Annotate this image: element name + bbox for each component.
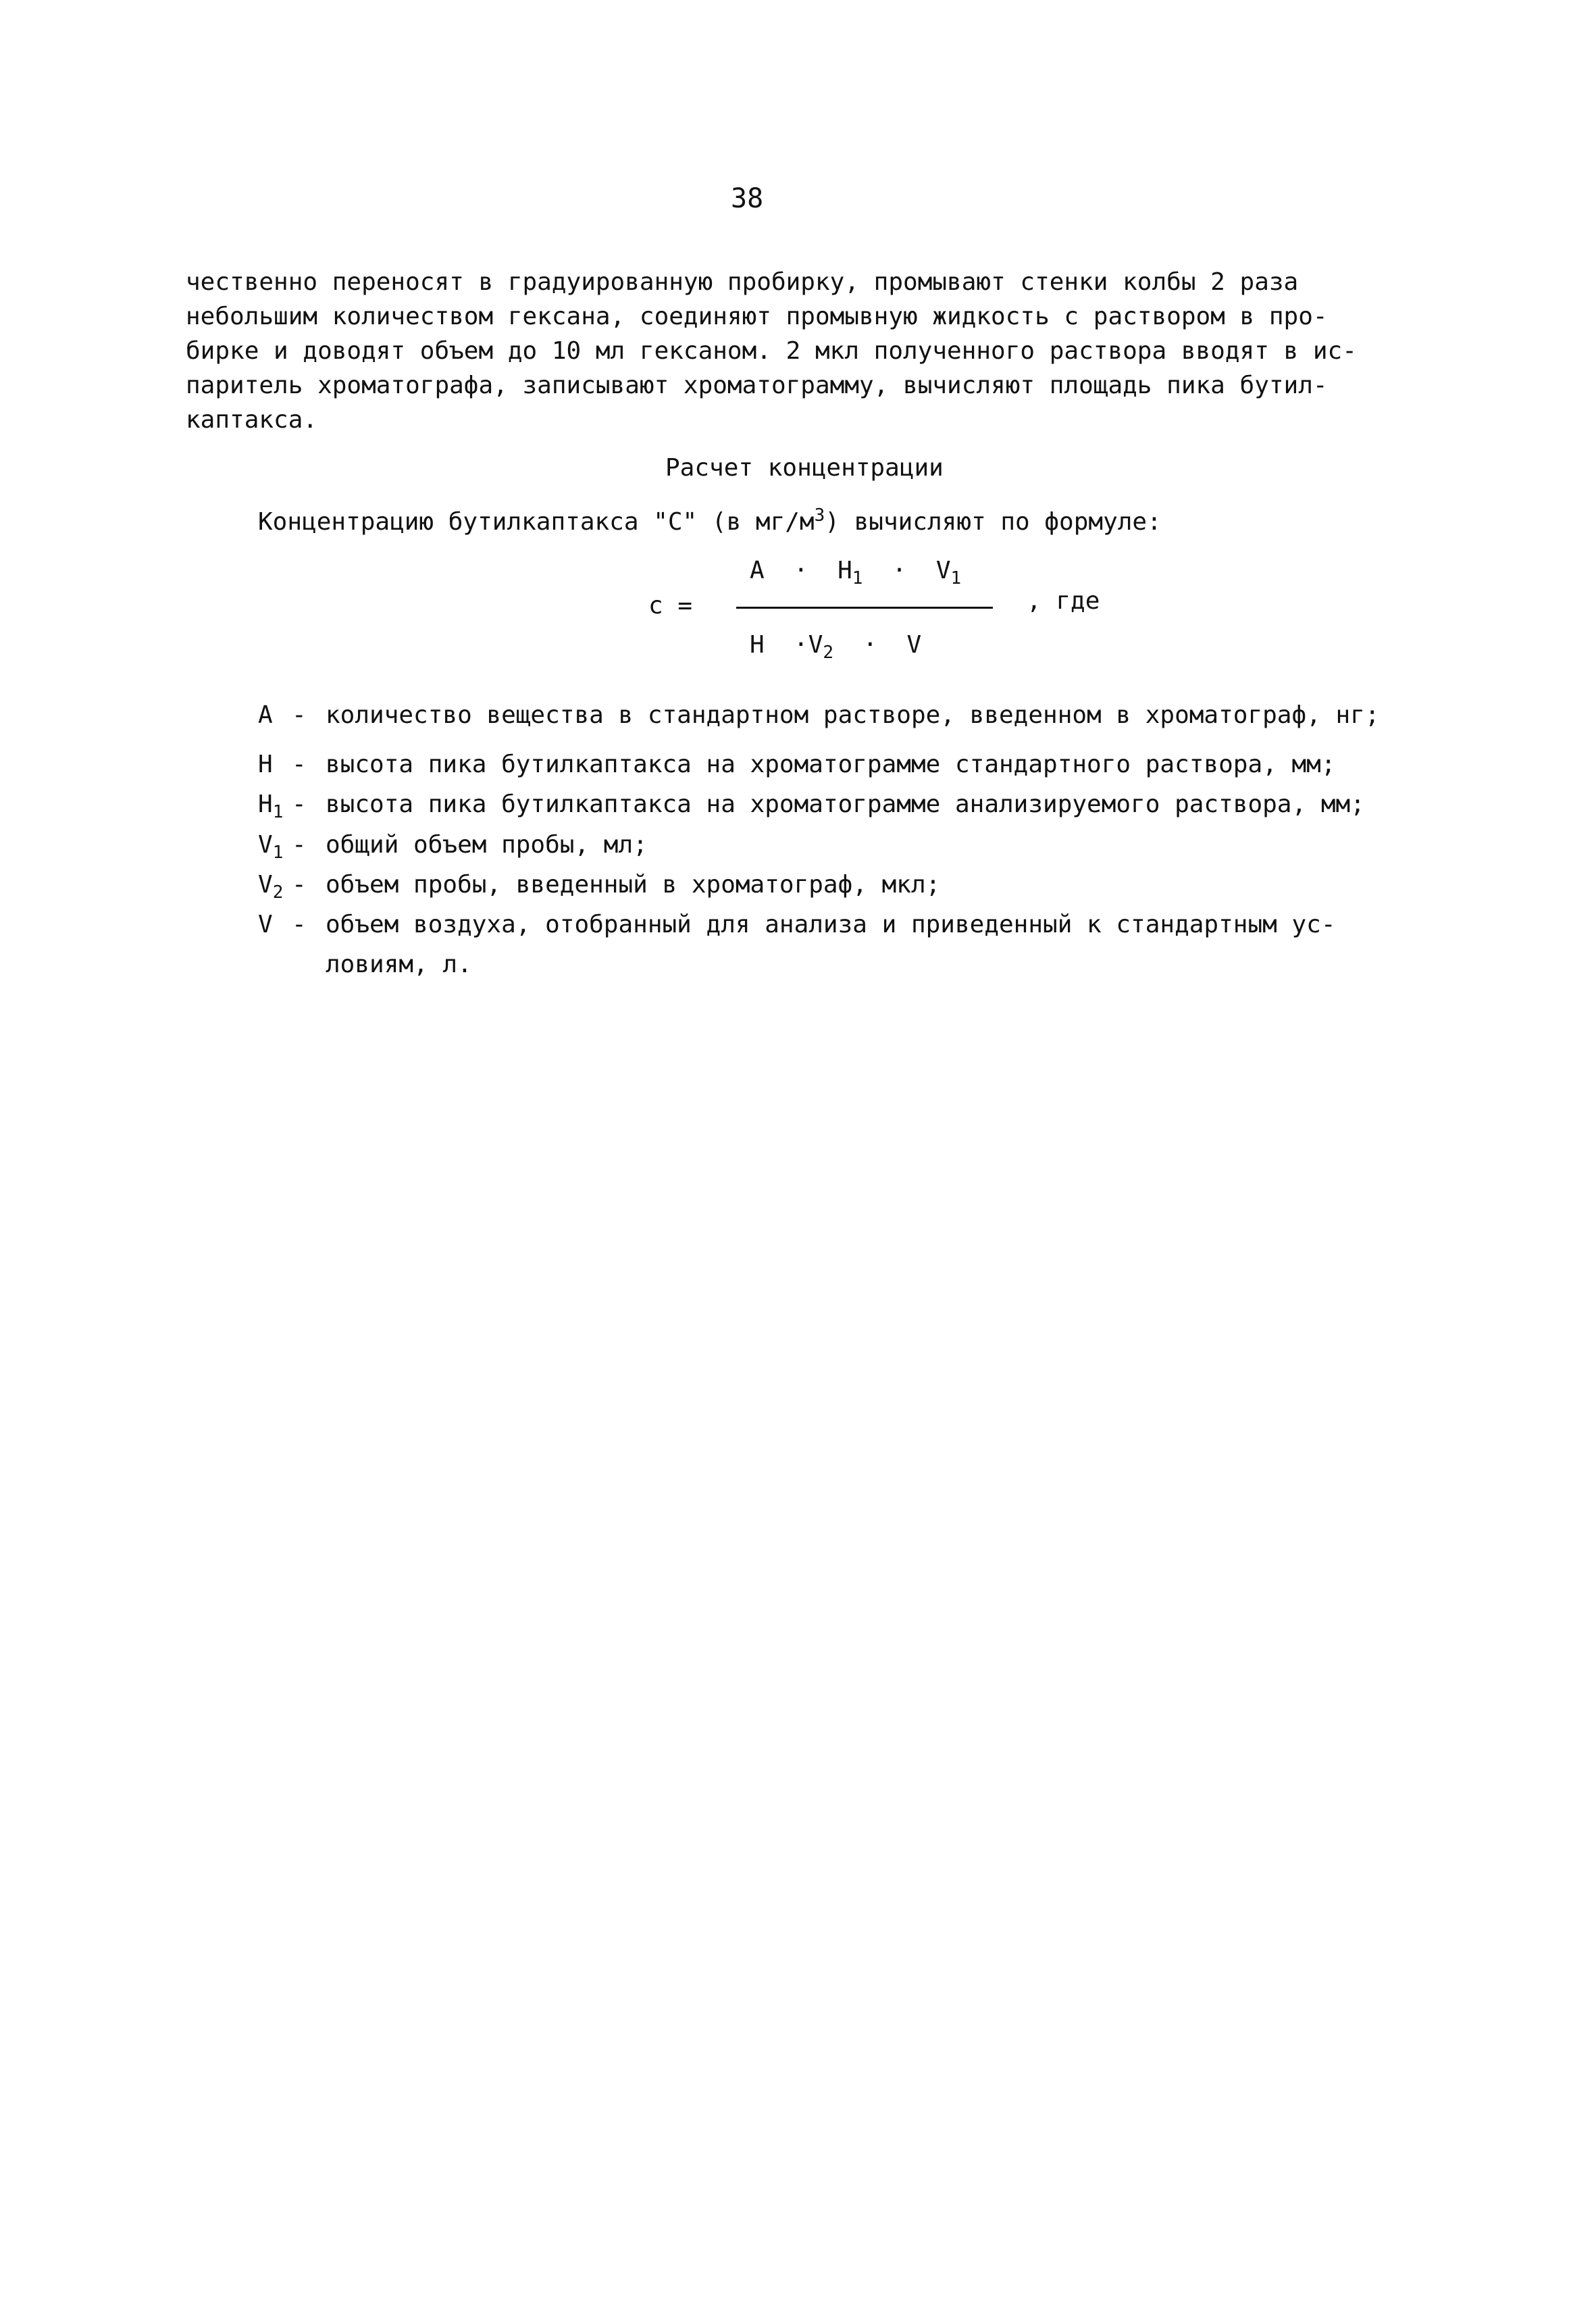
intro-text-after: ) вычисляют по формуле: <box>825 508 1162 536</box>
numerator-v-sub: 1 <box>950 568 962 589</box>
definition-symbol <box>258 869 292 909</box>
section-heading: Расчет концентрации <box>665 454 944 482</box>
definition-dash: - <box>292 790 307 819</box>
denominator-dot-2: · <box>863 631 878 659</box>
definition-row <box>258 869 1453 909</box>
formula-intro <box>258 499 1162 539</box>
definition-symbol <box>258 909 292 949</box>
fraction-bar <box>736 607 993 609</box>
definition-dash: - <box>292 751 307 779</box>
numerator-h-sub: 1 <box>852 568 863 589</box>
denominator-dot: · <box>794 631 808 659</box>
definition-continuation: ловиям, л. <box>326 951 472 979</box>
definition-row <box>258 699 1453 739</box>
definition-symbol <box>258 749 292 788</box>
symbol-letter: А <box>258 701 273 729</box>
denominator-h: Н <box>750 631 765 659</box>
definition-dash: - <box>292 910 307 938</box>
definition-symbol <box>258 829 292 869</box>
symbol-letter: Н <box>258 751 273 779</box>
formula-where: , где <box>1027 587 1100 615</box>
symbol-sub: 1 <box>272 802 284 823</box>
numerator-v: V <box>935 557 951 584</box>
definition-dash: - <box>292 830 307 859</box>
symbol-letter: V <box>258 830 273 859</box>
body-paragraph <box>186 265 1445 437</box>
intro-text-before: Концентрацию бутилкаптакса "С" (в мг/м <box>258 508 815 536</box>
paragraph-line: небольшим количеством гексана, соединяют промывную жидкость с раствором в про- <box>186 303 1328 330</box>
numerator-h: Н <box>838 557 852 584</box>
definition-row <box>258 788 1453 828</box>
definition-text: общий объем пробы, мл; <box>326 830 648 859</box>
definition-symbol <box>258 788 292 828</box>
numerator-a: А <box>750 557 765 584</box>
symbol-letter: V <box>258 870 273 899</box>
paragraph-line: бирке и доводят объем до 10 мл гексаном. 2 мкл полученного раствора вводят в ис- <box>186 337 1357 365</box>
formula-numerator <box>750 554 961 595</box>
definition-text: высота пика бутилкаптакса на хроматограмме анализируемого раствора, мм; <box>326 790 1365 819</box>
denominator-v-sub: 2 <box>823 643 834 663</box>
denominator-v: V <box>808 631 823 659</box>
page-number: 38 <box>731 183 764 214</box>
numerator-dot: · <box>794 557 808 584</box>
definition-text: объем пробы, введенный в хроматограф, мкл; <box>326 870 941 899</box>
numerator-dot-2: · <box>892 557 907 584</box>
symbol-letter: V <box>258 910 273 938</box>
symbol-sub: 2 <box>272 882 284 903</box>
definition-dash: - <box>292 870 307 899</box>
denominator-v2: V <box>906 631 922 659</box>
definition-text: объем воздуха, отобранный для анализа и приведенный к стандартным ус- <box>326 910 1336 938</box>
definition-row <box>258 749 1453 788</box>
intro-superscript: 3 <box>814 505 825 526</box>
definition-text: высота пика бутилкаптакса на хроматограмме стандартного раствора, мм; <box>326 751 1336 779</box>
paragraph-line: паритель хроматографа, записывают хроматограмму, вычисляют площадь пика бутил- <box>186 372 1328 399</box>
paragraph-line: каптакса. <box>186 406 318 434</box>
definition-row <box>258 909 1453 949</box>
definition-row <box>258 829 1453 869</box>
formula-denominator <box>750 628 921 670</box>
symbol-letter: Н <box>258 790 273 819</box>
definition-text: количество вещества в стандартном растворе, введенном в хроматограф, нг; <box>326 701 1380 729</box>
paragraph-line: чественно переносят в градуированную пробирку, промывают стенки колбы 2 раза <box>186 268 1299 296</box>
definitions-list <box>258 699 1453 981</box>
symbol-sub: 1 <box>272 842 284 863</box>
definition-dash: - <box>292 701 307 729</box>
concentration-formula <box>648 554 1135 676</box>
formula-lhs: с = <box>648 592 693 620</box>
definition-symbol <box>258 699 292 739</box>
